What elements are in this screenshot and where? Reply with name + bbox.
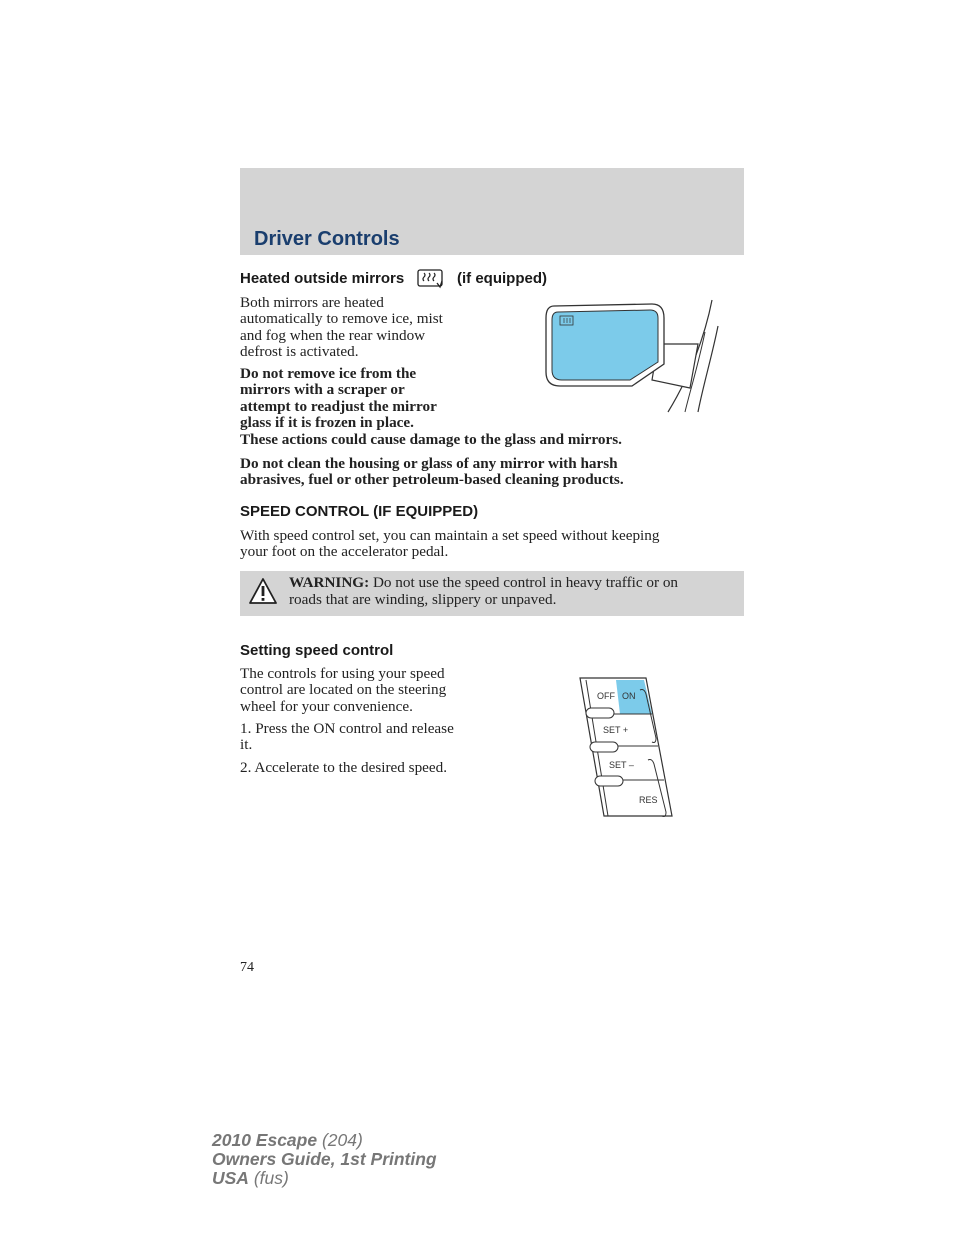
switch-label-set-minus: SET – <box>609 760 634 770</box>
footer: 2010 Escape (204) Owners Guide, 1st Printing USA (fus) <box>212 1130 437 1188</box>
switch-label-on: ON <box>622 691 636 701</box>
heated-mirrors-if-equipped: (if equipped) <box>457 270 547 287</box>
speed-control-heading: SPEED CONTROL (IF EQUIPPED) <box>240 503 479 520</box>
heated-mirrors-title: Heated outside mirrors <box>240 270 405 287</box>
heated-mirrors-description: Both mirrors are heated automatically to remove ice, mist and fog when the rear window defrost is activated. <box>240 294 443 361</box>
speed-control-intro: With speed control set, you can maintain a set speed without keeping your foot on the accelerator pedal. <box>240 527 660 561</box>
warning-text: WARNING: Do not use the speed control in heavy traffic or on roads that are winding, slippery or unpaved. <box>289 574 679 608</box>
step-1: 1. Press the ON control and release it. <box>240 720 454 754</box>
warning-triangle-icon <box>248 577 278 605</box>
setting-speed-heading: Setting speed control <box>240 642 394 659</box>
side-mirror-illustration <box>540 296 725 416</box>
setting-speed-description: The controls for using your speed control are located on the steering wheel for your convenience. <box>240 665 447 715</box>
heated-mirrors-warning-2: Do not clean the housing or glass of any mirror with harsh abrasives, fuel or other petroleum-based cleaning products. <box>240 455 624 489</box>
step-2: 2. Accelerate to the desired speed. <box>240 759 448 776</box>
rear-defrost-icon <box>417 269 445 289</box>
page-number: 74 <box>240 960 254 975</box>
switch-label-res: RES <box>639 795 658 805</box>
switch-label-off: OFF <box>597 691 615 701</box>
switch-label-set-plus: SET + <box>603 725 629 735</box>
heated-mirrors-warning-1: Do not remove ice from the mirrors with a scraper or attempt to readjust the mirror glass if it is frozen in place. These actions could cause damage to the glass and mirrors. <box>240 365 622 448</box>
section-title: Driver Controls <box>254 228 400 250</box>
heated-mirrors-heading <box>240 270 404 287</box>
